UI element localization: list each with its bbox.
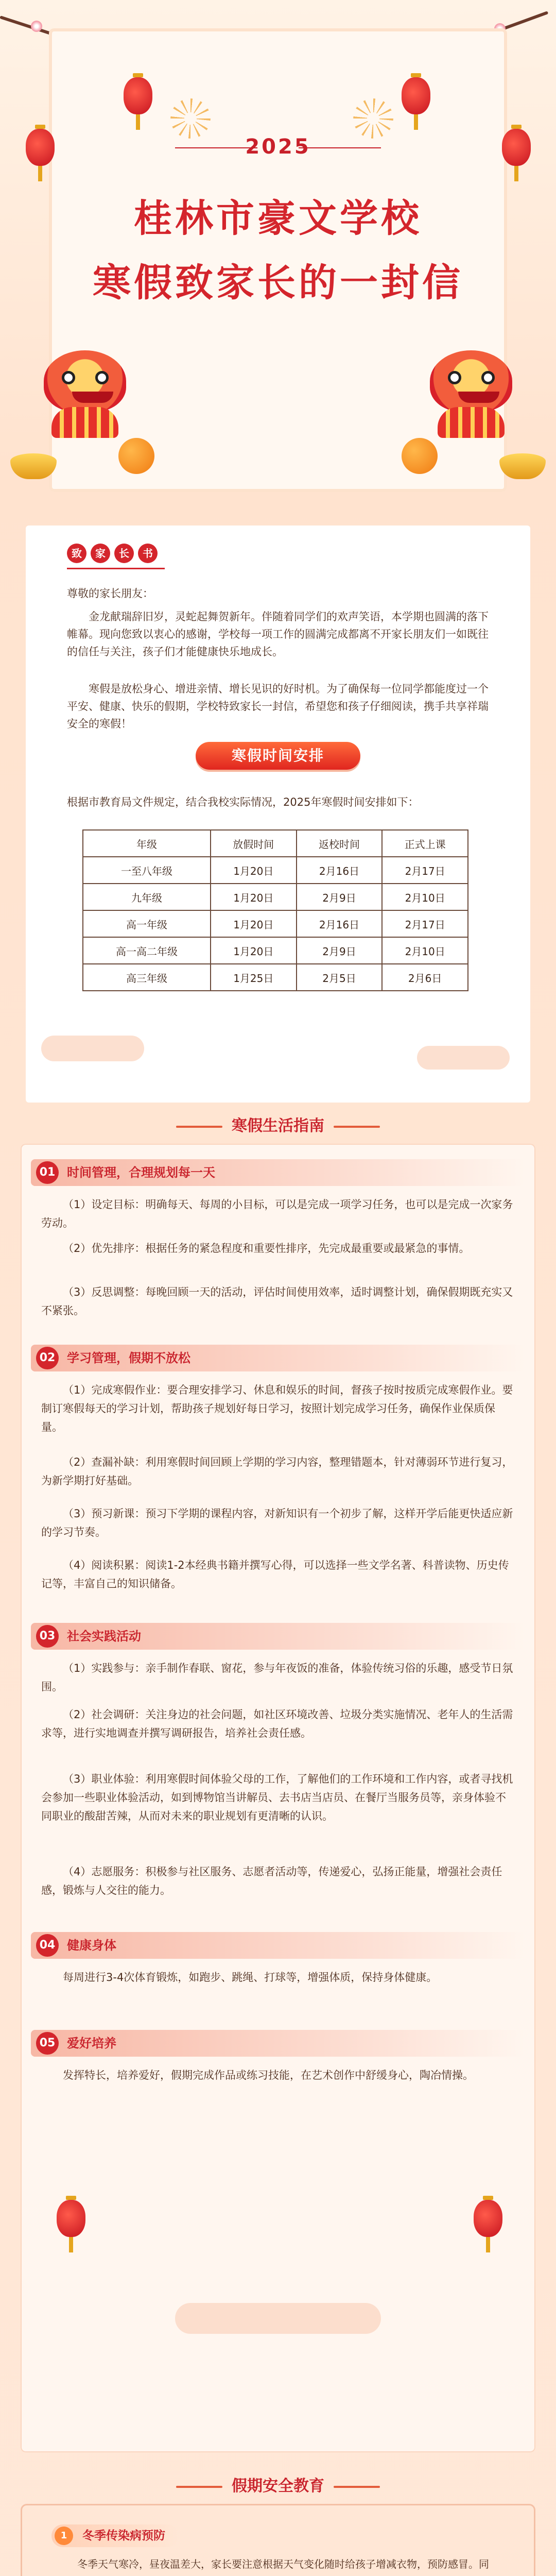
guide-item-title: 时间管理，合理规划每一天 <box>67 1165 215 1180</box>
table-row <box>83 910 468 937</box>
lantern-icon <box>474 2200 502 2237</box>
heading-chip: 致 <box>67 544 86 563</box>
guide-item-title: 社会实践活动 <box>67 1629 141 1643</box>
table-cell: 2月5日 <box>297 964 383 991</box>
guide-heading <box>0 1113 556 1136</box>
guide-item-number: 03 <box>36 1625 59 1648</box>
guide-item-header <box>31 1623 525 1650</box>
lion-dance-icon <box>422 350 520 438</box>
guide-paragraph: （1）实践参与：亲手制作春联、窗花，参与年夜饭的准备，体验传统习俗的乐趣，感受节日氛围。 <box>41 1662 513 1693</box>
table-cell: 2月16日 <box>297 910 383 937</box>
guide-section <box>0 1108 556 2463</box>
table-cell: 2月9日 <box>297 937 383 964</box>
table-header: 放假时间 <box>211 830 297 857</box>
table-row <box>83 964 468 991</box>
schedule-banner <box>26 742 530 773</box>
table-cell: 一至八年级 <box>83 857 211 884</box>
guide-paragraph: （1）完成寒假作业：要合理安排学习、休息和娱乐的时间，督孩子按时按质完成寒假作业。要制订寒假每天的学习计划，帮助孩子规划好每日学习，按照计划完成学习任务，确保作业保质保量。 <box>41 1384 513 1433</box>
guide-paragraph: （2）优先排序：根据任务的紧急程度和重要性排序，先完成最重要或最紧急的事情。 <box>63 1242 470 1255</box>
table-cell: 高三年级 <box>83 964 211 991</box>
gold-ingot-icon <box>499 453 546 479</box>
letter-section <box>0 526 556 1108</box>
table-row <box>83 857 468 884</box>
table-cell: 高一年级 <box>83 910 211 937</box>
table-cell: 2月17日 <box>382 857 468 884</box>
guide-paragraph: （3）预习新课：预习下学期的课程内容，对新知识有一个初步了解，这样开学后能更快适应新的学习节奏。 <box>41 1507 513 1538</box>
table-cell: 2月6日 <box>382 964 468 991</box>
guide-item-header <box>31 1345 525 1371</box>
heading-underline <box>67 568 165 569</box>
guide-paragraph: 发挥特长，培养爱好，假期完成作品或练习技能，在艺术创作中舒缓身心，陶冶情操。 <box>63 2069 474 2081</box>
letter-heading <box>67 544 162 563</box>
salutation: 尊敬的家长朋友： <box>67 587 153 600</box>
safety-section <box>0 2463 556 2576</box>
lantern-icon <box>124 77 152 114</box>
heading-ornament <box>176 2486 222 2488</box>
header-year: 2025 <box>245 135 311 159</box>
orange-icon <box>118 438 154 474</box>
cloud-decoration <box>41 1036 144 1061</box>
table-header: 正式上课 <box>382 830 468 857</box>
page-title-letter: 寒假致家长的一封信 <box>93 261 463 305</box>
table-cell: 2月17日 <box>382 910 468 937</box>
schedule-note: 根据市教育局文件规定，结合我校实际情况，2025年寒假时间安排如下： <box>67 796 419 808</box>
guide-item-title: 爱好培养 <box>67 2036 116 2050</box>
safety-item-title: 冬季传染病预防 <box>82 2529 165 2543</box>
guide-card <box>21 1144 535 2452</box>
guide-paragraph: （2）社会调研：关注身边的社会问题，如社区环境改善、垃圾分类实施情况、老年人的生活需求等，进行实地调查并撰写调研报告，培养社会责任感。 <box>41 1708 513 1739</box>
guide-paragraph: （1）设定目标：明确每天、每周的小目标，可以是完成一项学习任务，也可以是完成一次家务劳动。 <box>41 1198 513 1229</box>
table-cell: 高一高二年级 <box>83 937 211 964</box>
safety-number-icon: 1 <box>55 2527 73 2545</box>
guide-paragraph: （4）阅读积累：阅读1-2本经典书籍并撰写心得，可以选择一些文学名著、科普读物、历史传记等，丰富自己的知识储备。 <box>41 1559 509 1590</box>
guide-title: 寒假生活指南 <box>232 1117 324 1135</box>
table-header-row <box>83 830 468 857</box>
table-cell: 2月16日 <box>297 857 383 884</box>
lion-dance-icon <box>36 350 134 438</box>
safety-item-tag <box>51 2524 179 2547</box>
heading-chip: 家 <box>91 544 110 563</box>
guide-item-header <box>31 2030 525 2057</box>
guide-item-number: 04 <box>36 1934 59 1957</box>
safety-paragraph: 冬季天气寒冷，昼夜温差大，家长要注意根据天气变化随时给孩子增减衣物，预防感冒。同 <box>77 2558 489 2570</box>
table-header: 返校时间 <box>297 830 383 857</box>
guide-item-title: 学习管理，假期不放松 <box>67 1351 190 1365</box>
schedule-title: 寒假时间安排 <box>196 742 360 770</box>
guide-item-title: 健康身体 <box>67 1938 116 1953</box>
lantern-icon <box>57 2200 85 2237</box>
guide-paragraph: （3）反思调整：每晚回顾一天的活动，评估时间使用效率，适时调整计划，确保假期既充实又不紧张。 <box>41 1286 513 1317</box>
guide-paragraph: （3）职业体验：利用寒假时间体验父母的工作，了解他们的工作环境和工作内容，或者寻找机会参加一些职业体验活动，如到博物馆当讲解员、去书店当店员、在餐厅当服务员等，亲身体验不同职业的酸甜苦辣，从而对未来的职业规划有更清晰的认识。 <box>41 1773 513 1822</box>
plum-blossom <box>31 21 42 32</box>
guide-item-header <box>31 1159 525 1186</box>
heading-ornament <box>334 1126 380 1128</box>
safety-title: 假期安全教育 <box>232 2477 324 2495</box>
table-cell: 2月10日 <box>382 884 468 910</box>
guide-paragraph: （4）志愿服务：积极参与社区服务、志愿者活动等，传递爱心，弘扬正能量，增强社会责任感，锻炼与人交往的能力。 <box>41 1866 502 1896</box>
safety-heading <box>0 2473 556 2496</box>
guide-paragraph: （2）查漏补缺：利用寒假时间回顾上学期的学习内容，整理错题本，针对薄弱环节进行复习，为新学期打好基础。 <box>41 1456 513 1487</box>
guide-item-number: 02 <box>36 1347 59 1369</box>
guide-item-header <box>31 1932 525 1959</box>
table-cell: 1月20日 <box>211 857 297 884</box>
page-title-school: 桂林市豪文学校 <box>134 196 422 241</box>
heading-chip: 长 <box>114 544 134 563</box>
header <box>0 0 556 526</box>
table-cell: 九年级 <box>83 884 211 910</box>
intro-paragraph-1: 金龙献瑞辞旧岁，灵蛇起舞贺新年。伴随着同学们的欢声笑语，本学期也圆满的落下帷幕。现向您致以衷心的感谢，学校每一项工作的圆满完成都离不开家长朋友们一如既往的信任与关注，孩子们才能健康快乐地成长。 <box>67 611 489 658</box>
table-row <box>83 937 468 964</box>
schedule-table <box>82 829 468 991</box>
cloud-decoration <box>175 2303 381 2334</box>
safety-card <box>21 2504 535 2576</box>
table-cell: 1月25日 <box>211 964 297 991</box>
table-cell: 1月20日 <box>211 937 297 964</box>
table-cell: 2月9日 <box>297 884 383 910</box>
heading-ornament <box>334 2486 380 2488</box>
guide-item-number: 05 <box>36 2032 59 2055</box>
table-cell: 1月20日 <box>211 910 297 937</box>
table-row <box>83 884 468 910</box>
heading-ornament <box>176 1126 222 1128</box>
heading-chip: 书 <box>138 544 158 563</box>
orange-icon <box>402 438 438 474</box>
lantern-icon <box>402 77 430 114</box>
cloud-decoration <box>417 1046 510 1070</box>
intro-paragraph-2: 寒假是放松身心、增进亲情、增长见识的好时机。为了确保每一位同学都能度过一个平安、健康、快乐的假期，学校特致家长一封信，希望您和孩子仔细阅读，携手共享祥瑞安全的寒假！ <box>67 683 489 730</box>
guide-paragraph: 每周进行3-4次体育锻炼，如跑步、跳绳、打球等，增强体质，保持身体健康。 <box>63 1971 438 1984</box>
table-cell: 1月20日 <box>211 884 297 910</box>
table-header: 年级 <box>83 830 211 857</box>
table-cell: 2月10日 <box>382 937 468 964</box>
guide-item-number: 01 <box>36 1161 59 1184</box>
letter-card <box>26 526 530 1103</box>
